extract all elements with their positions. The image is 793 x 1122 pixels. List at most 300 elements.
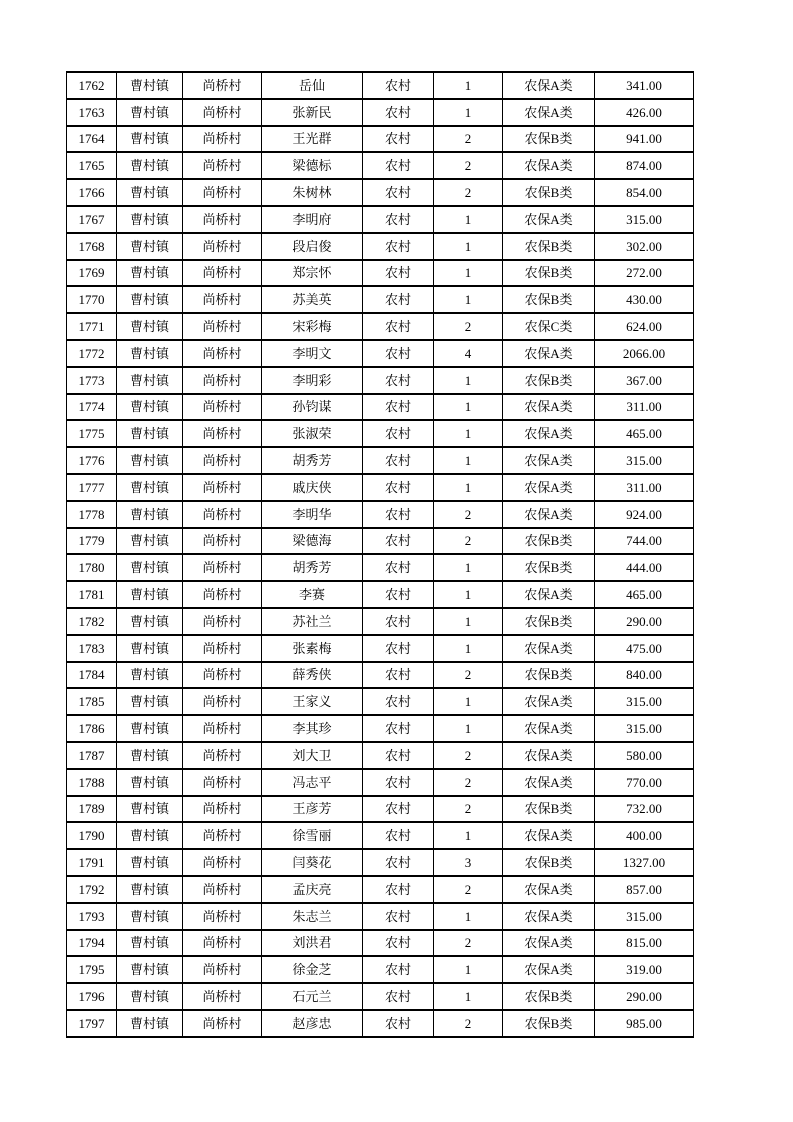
cell-serial: 1781 [67, 581, 117, 608]
cell-amount: 840.00 [595, 662, 694, 689]
cell-amount: 580.00 [595, 742, 694, 769]
cell-residence: 农村 [363, 99, 434, 126]
cell-name: 王家义 [262, 688, 363, 715]
cell-residence: 农村 [363, 206, 434, 233]
cell-count: 2 [434, 769, 503, 796]
cell-town: 曹村镇 [117, 367, 183, 394]
cell-residence: 农村 [363, 715, 434, 742]
table-row [67, 233, 694, 260]
table-row [67, 822, 694, 849]
table-row [67, 956, 694, 983]
cell-residence: 农村 [363, 581, 434, 608]
cell-village: 尚桥村 [183, 447, 262, 474]
cell-name: 郑宗怀 [262, 260, 363, 287]
cell-town: 曹村镇 [117, 394, 183, 421]
cell-amount: 430.00 [595, 286, 694, 313]
cell-count: 1 [434, 688, 503, 715]
cell-serial: 1775 [67, 420, 117, 447]
cell-serial: 1764 [67, 126, 117, 153]
cell-town: 曹村镇 [117, 608, 183, 635]
cell-serial: 1779 [67, 528, 117, 555]
cell-village: 尚桥村 [183, 715, 262, 742]
table-row [67, 635, 694, 662]
cell-town: 曹村镇 [117, 930, 183, 957]
cell-residence: 农村 [363, 447, 434, 474]
cell-amount: 311.00 [595, 394, 694, 421]
records-table [66, 71, 694, 1038]
cell-name: 李明华 [262, 501, 363, 528]
cell-name: 李赛 [262, 581, 363, 608]
cell-serial: 1765 [67, 152, 117, 179]
cell-residence: 农村 [363, 474, 434, 501]
cell-residence: 农村 [363, 742, 434, 769]
cell-amount: 744.00 [595, 528, 694, 555]
cell-amount: 319.00 [595, 956, 694, 983]
table-row [67, 260, 694, 287]
cell-name: 孟庆亮 [262, 876, 363, 903]
table-row [67, 715, 694, 742]
cell-village: 尚桥村 [183, 474, 262, 501]
cell-residence: 农村 [363, 152, 434, 179]
cell-village: 尚桥村 [183, 501, 262, 528]
cell-amount: 732.00 [595, 796, 694, 823]
cell-amount: 854.00 [595, 179, 694, 206]
cell-residence: 农村 [363, 260, 434, 287]
table-row [67, 72, 694, 99]
cell-residence: 农村 [363, 72, 434, 99]
cell-town: 曹村镇 [117, 179, 183, 206]
cell-serial: 1794 [67, 930, 117, 957]
cell-amount: 2066.00 [595, 340, 694, 367]
cell-serial: 1769 [67, 260, 117, 287]
table-row [67, 554, 694, 581]
cell-town: 曹村镇 [117, 72, 183, 99]
cell-residence: 农村 [363, 608, 434, 635]
cell-category: 农保B类 [503, 1010, 595, 1037]
table-row [67, 286, 694, 313]
table-row [67, 742, 694, 769]
table-row [67, 420, 694, 447]
cell-serial: 1792 [67, 876, 117, 903]
cell-category: 农保A类 [503, 420, 595, 447]
cell-name: 刘洪君 [262, 930, 363, 957]
table-row [67, 367, 694, 394]
cell-category: 农保A类 [503, 956, 595, 983]
cell-count: 2 [434, 876, 503, 903]
cell-town: 曹村镇 [117, 635, 183, 662]
cell-count: 2 [434, 313, 503, 340]
cell-serial: 1785 [67, 688, 117, 715]
cell-count: 1 [434, 206, 503, 233]
cell-residence: 农村 [363, 849, 434, 876]
cell-category: 农保B类 [503, 367, 595, 394]
cell-category: 农保B类 [503, 849, 595, 876]
cell-town: 曹村镇 [117, 474, 183, 501]
cell-category: 农保A类 [503, 72, 595, 99]
cell-amount: 941.00 [595, 126, 694, 153]
cell-town: 曹村镇 [117, 956, 183, 983]
cell-town: 曹村镇 [117, 447, 183, 474]
table-row [67, 849, 694, 876]
cell-town: 曹村镇 [117, 420, 183, 447]
cell-category: 农保A类 [503, 474, 595, 501]
cell-category: 农保A类 [503, 581, 595, 608]
cell-count: 1 [434, 99, 503, 126]
cell-name: 胡秀芳 [262, 554, 363, 581]
table-row [67, 99, 694, 126]
cell-village: 尚桥村 [183, 956, 262, 983]
cell-name: 冯志平 [262, 769, 363, 796]
table-row [67, 662, 694, 689]
cell-name: 李明府 [262, 206, 363, 233]
cell-count: 1 [434, 581, 503, 608]
cell-count: 1 [434, 554, 503, 581]
cell-town: 曹村镇 [117, 126, 183, 153]
cell-serial: 1771 [67, 313, 117, 340]
cell-town: 曹村镇 [117, 340, 183, 367]
cell-name: 赵彦忠 [262, 1010, 363, 1037]
cell-category: 农保A类 [503, 340, 595, 367]
cell-amount: 341.00 [595, 72, 694, 99]
cell-name: 苏美英 [262, 286, 363, 313]
cell-count: 2 [434, 152, 503, 179]
cell-amount: 624.00 [595, 313, 694, 340]
cell-village: 尚桥村 [183, 99, 262, 126]
cell-name: 李其珍 [262, 715, 363, 742]
cell-category: 农保A类 [503, 903, 595, 930]
cell-town: 曹村镇 [117, 822, 183, 849]
cell-town: 曹村镇 [117, 501, 183, 528]
cell-residence: 农村 [363, 286, 434, 313]
cell-count: 1 [434, 474, 503, 501]
cell-village: 尚桥村 [183, 930, 262, 957]
cell-category: 农保A类 [503, 635, 595, 662]
cell-count: 2 [434, 662, 503, 689]
cell-name: 朱志兰 [262, 903, 363, 930]
cell-residence: 农村 [363, 956, 434, 983]
cell-amount: 985.00 [595, 1010, 694, 1037]
cell-serial: 1773 [67, 367, 117, 394]
cell-serial: 1793 [67, 903, 117, 930]
cell-count: 2 [434, 796, 503, 823]
cell-name: 薛秀侠 [262, 662, 363, 689]
cell-count: 1 [434, 822, 503, 849]
cell-amount: 465.00 [595, 581, 694, 608]
cell-name: 张淑荣 [262, 420, 363, 447]
cell-amount: 302.00 [595, 233, 694, 260]
cell-category: 农保B类 [503, 179, 595, 206]
cell-village: 尚桥村 [183, 394, 262, 421]
cell-residence: 农村 [363, 930, 434, 957]
table-row [67, 688, 694, 715]
cell-name: 段启俊 [262, 233, 363, 260]
cell-town: 曹村镇 [117, 742, 183, 769]
cell-town: 曹村镇 [117, 796, 183, 823]
cell-amount: 815.00 [595, 930, 694, 957]
cell-category: 农保B类 [503, 126, 595, 153]
cell-village: 尚桥村 [183, 822, 262, 849]
cell-serial: 1782 [67, 608, 117, 635]
cell-count: 1 [434, 715, 503, 742]
cell-category: 农保A类 [503, 715, 595, 742]
cell-serial: 1767 [67, 206, 117, 233]
cell-count: 1 [434, 286, 503, 313]
cell-count: 1 [434, 983, 503, 1010]
cell-serial: 1796 [67, 983, 117, 1010]
cell-amount: 272.00 [595, 260, 694, 287]
cell-amount: 311.00 [595, 474, 694, 501]
cell-serial: 1787 [67, 742, 117, 769]
cell-name: 王光群 [262, 126, 363, 153]
cell-village: 尚桥村 [183, 126, 262, 153]
cell-serial: 1762 [67, 72, 117, 99]
cell-count: 1 [434, 447, 503, 474]
cell-residence: 农村 [363, 501, 434, 528]
cell-category: 农保B类 [503, 554, 595, 581]
cell-amount: 857.00 [595, 876, 694, 903]
cell-amount: 315.00 [595, 715, 694, 742]
cell-serial: 1791 [67, 849, 117, 876]
cell-town: 曹村镇 [117, 1010, 183, 1037]
cell-name: 苏社兰 [262, 608, 363, 635]
cell-town: 曹村镇 [117, 581, 183, 608]
cell-amount: 444.00 [595, 554, 694, 581]
cell-count: 2 [434, 930, 503, 957]
cell-category: 农保B类 [503, 233, 595, 260]
cell-village: 尚桥村 [183, 313, 262, 340]
cell-village: 尚桥村 [183, 903, 262, 930]
cell-village: 尚桥村 [183, 635, 262, 662]
cell-serial: 1776 [67, 447, 117, 474]
cell-count: 1 [434, 635, 503, 662]
cell-residence: 农村 [363, 688, 434, 715]
records-table-body [67, 72, 694, 1037]
cell-serial: 1797 [67, 1010, 117, 1037]
cell-serial: 1774 [67, 394, 117, 421]
cell-name: 李明文 [262, 340, 363, 367]
cell-name: 孙钧谋 [262, 394, 363, 421]
cell-village: 尚桥村 [183, 72, 262, 99]
cell-name: 戚庆侠 [262, 474, 363, 501]
cell-category: 农保A类 [503, 447, 595, 474]
cell-amount: 874.00 [595, 152, 694, 179]
cell-town: 曹村镇 [117, 554, 183, 581]
cell-serial: 1790 [67, 822, 117, 849]
table-row [67, 152, 694, 179]
cell-category: 农保A类 [503, 152, 595, 179]
table-row [67, 340, 694, 367]
cell-amount: 924.00 [595, 501, 694, 528]
table-row [67, 313, 694, 340]
cell-village: 尚桥村 [183, 286, 262, 313]
cell-village: 尚桥村 [183, 608, 262, 635]
cell-amount: 290.00 [595, 608, 694, 635]
cell-category: 农保A类 [503, 394, 595, 421]
cell-residence: 农村 [363, 662, 434, 689]
cell-count: 1 [434, 956, 503, 983]
cell-count: 1 [434, 72, 503, 99]
cell-amount: 1327.00 [595, 849, 694, 876]
cell-town: 曹村镇 [117, 903, 183, 930]
cell-serial: 1786 [67, 715, 117, 742]
table-row [67, 206, 694, 233]
cell-village: 尚桥村 [183, 340, 262, 367]
table-row [67, 179, 694, 206]
cell-category: 农保A类 [503, 99, 595, 126]
cell-village: 尚桥村 [183, 876, 262, 903]
cell-serial: 1770 [67, 286, 117, 313]
cell-amount: 426.00 [595, 99, 694, 126]
cell-count: 2 [434, 501, 503, 528]
table-row [67, 394, 694, 421]
cell-name: 刘大卫 [262, 742, 363, 769]
cell-amount: 315.00 [595, 447, 694, 474]
cell-village: 尚桥村 [183, 688, 262, 715]
cell-category: 农保B类 [503, 286, 595, 313]
table-row [67, 528, 694, 555]
cell-serial: 1795 [67, 956, 117, 983]
cell-count: 2 [434, 179, 503, 206]
cell-name: 张素梅 [262, 635, 363, 662]
cell-village: 尚桥村 [183, 528, 262, 555]
table-row [67, 903, 694, 930]
cell-serial: 1783 [67, 635, 117, 662]
cell-town: 曹村镇 [117, 662, 183, 689]
cell-category: 农保A类 [503, 206, 595, 233]
cell-village: 尚桥村 [183, 152, 262, 179]
cell-name: 岳仙 [262, 72, 363, 99]
cell-residence: 农村 [363, 313, 434, 340]
cell-amount: 367.00 [595, 367, 694, 394]
cell-residence: 农村 [363, 822, 434, 849]
table-row [67, 1010, 694, 1037]
cell-town: 曹村镇 [117, 769, 183, 796]
cell-town: 曹村镇 [117, 152, 183, 179]
cell-village: 尚桥村 [183, 581, 262, 608]
cell-amount: 315.00 [595, 688, 694, 715]
table-row [67, 769, 694, 796]
cell-count: 1 [434, 367, 503, 394]
cell-residence: 农村 [363, 876, 434, 903]
table-row [67, 930, 694, 957]
cell-residence: 农村 [363, 179, 434, 206]
cell-town: 曹村镇 [117, 983, 183, 1010]
cell-amount: 400.00 [595, 822, 694, 849]
cell-category: 农保A类 [503, 742, 595, 769]
table-row [67, 447, 694, 474]
cell-name: 王彦芳 [262, 796, 363, 823]
cell-category: 农保A类 [503, 769, 595, 796]
cell-category: 农保A类 [503, 501, 595, 528]
cell-count: 1 [434, 260, 503, 287]
cell-residence: 农村 [363, 554, 434, 581]
cell-residence: 农村 [363, 528, 434, 555]
cell-name: 石元兰 [262, 983, 363, 1010]
cell-village: 尚桥村 [183, 662, 262, 689]
cell-village: 尚桥村 [183, 367, 262, 394]
table-row [67, 501, 694, 528]
cell-name: 梁德标 [262, 152, 363, 179]
cell-amount: 315.00 [595, 903, 694, 930]
cell-name: 徐金芝 [262, 956, 363, 983]
cell-village: 尚桥村 [183, 769, 262, 796]
cell-town: 曹村镇 [117, 528, 183, 555]
cell-village: 尚桥村 [183, 420, 262, 447]
cell-name: 胡秀芳 [262, 447, 363, 474]
cell-town: 曹村镇 [117, 260, 183, 287]
cell-category: 农保A类 [503, 822, 595, 849]
cell-category: 农保B类 [503, 662, 595, 689]
cell-count: 1 [434, 903, 503, 930]
cell-count: 4 [434, 340, 503, 367]
cell-count: 2 [434, 1010, 503, 1037]
cell-name: 李明彩 [262, 367, 363, 394]
cell-village: 尚桥村 [183, 206, 262, 233]
cell-name: 徐雪丽 [262, 822, 363, 849]
table-row [67, 983, 694, 1010]
cell-serial: 1777 [67, 474, 117, 501]
cell-residence: 农村 [363, 367, 434, 394]
cell-count: 1 [434, 420, 503, 447]
cell-name: 朱树林 [262, 179, 363, 206]
cell-village: 尚桥村 [183, 983, 262, 1010]
cell-town: 曹村镇 [117, 715, 183, 742]
cell-amount: 290.00 [595, 983, 694, 1010]
cell-village: 尚桥村 [183, 554, 262, 581]
cell-category: 农保A类 [503, 688, 595, 715]
cell-name: 闫葵花 [262, 849, 363, 876]
cell-serial: 1788 [67, 769, 117, 796]
cell-count: 1 [434, 608, 503, 635]
cell-category: 农保B类 [503, 796, 595, 823]
table-row [67, 876, 694, 903]
cell-residence: 农村 [363, 394, 434, 421]
cell-name: 梁德海 [262, 528, 363, 555]
cell-amount: 475.00 [595, 635, 694, 662]
cell-residence: 农村 [363, 769, 434, 796]
table-row [67, 796, 694, 823]
cell-count: 3 [434, 849, 503, 876]
cell-village: 尚桥村 [183, 742, 262, 769]
cell-village: 尚桥村 [183, 260, 262, 287]
cell-count: 2 [434, 528, 503, 555]
cell-serial: 1784 [67, 662, 117, 689]
cell-category: 农保B类 [503, 608, 595, 635]
cell-serial: 1763 [67, 99, 117, 126]
cell-village: 尚桥村 [183, 233, 262, 260]
cell-town: 曹村镇 [117, 849, 183, 876]
cell-village: 尚桥村 [183, 179, 262, 206]
cell-residence: 农村 [363, 420, 434, 447]
cell-town: 曹村镇 [117, 233, 183, 260]
cell-town: 曹村镇 [117, 688, 183, 715]
cell-residence: 农村 [363, 1010, 434, 1037]
cell-residence: 农村 [363, 233, 434, 260]
cell-count: 2 [434, 742, 503, 769]
cell-count: 1 [434, 394, 503, 421]
cell-category: 农保B类 [503, 983, 595, 1010]
cell-category: 农保B类 [503, 260, 595, 287]
table-row [67, 608, 694, 635]
cell-name: 宋彩梅 [262, 313, 363, 340]
cell-amount: 315.00 [595, 206, 694, 233]
cell-village: 尚桥村 [183, 796, 262, 823]
cell-serial: 1772 [67, 340, 117, 367]
cell-category: 农保A类 [503, 930, 595, 957]
table-row [67, 126, 694, 153]
cell-town: 曹村镇 [117, 313, 183, 340]
cell-village: 尚桥村 [183, 1010, 262, 1037]
